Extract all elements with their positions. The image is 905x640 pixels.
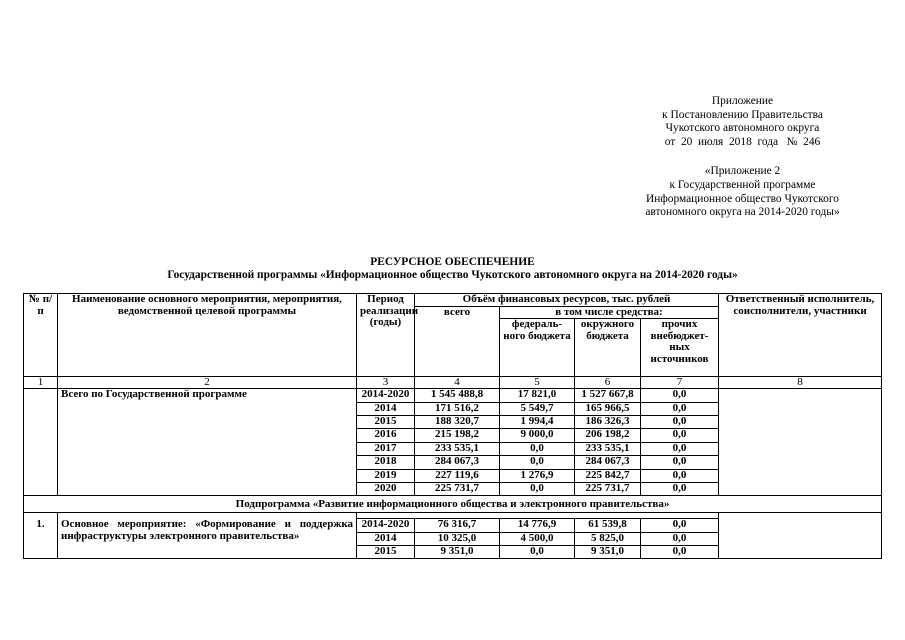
cell-other: 0,0 xyxy=(641,429,719,442)
cell-other: 0,0 xyxy=(641,532,719,545)
total-resp-cell xyxy=(719,389,882,496)
cell-okr: 1 527 667,8 xyxy=(575,389,641,402)
cell-total: 227 119,6 xyxy=(415,469,500,482)
cell-fed: 0,0 xyxy=(500,546,575,559)
resource-table xyxy=(23,293,882,559)
colnum: 4 xyxy=(415,377,500,389)
header-okr: окружного бюджета xyxy=(575,319,641,377)
header-incl: в том числе средства: xyxy=(500,306,719,319)
colnum: 5 xyxy=(500,377,575,389)
header-volume: Объём финансовых ресурсов, тыс. рублей xyxy=(415,294,719,307)
cell-fed: 0,0 xyxy=(500,482,575,495)
cell-total: 171 516,2 xyxy=(415,402,500,415)
cell-total: 284 067,3 xyxy=(415,456,500,469)
colnum: 1 xyxy=(24,377,58,389)
appendix-date-line: от 20 июля 2018 года № 246 xyxy=(664,135,821,148)
cell-okr: 225 842,7 xyxy=(575,469,641,482)
cell-fed: 0,0 xyxy=(500,442,575,455)
cell-okr: 233 535,1 xyxy=(575,442,641,455)
column-number-row xyxy=(24,377,882,389)
cell-fed: 1 994,4 xyxy=(500,415,575,428)
cell-total: 215 198,2 xyxy=(415,429,500,442)
total-num-cell xyxy=(24,389,58,496)
measure-resp-cell xyxy=(719,513,882,559)
cell-okr: 284 067,3 xyxy=(575,456,641,469)
subprogram-row xyxy=(24,496,882,513)
cell-okr: 186 326,3 xyxy=(575,415,641,428)
colnum: 3 xyxy=(357,377,415,389)
cell-period: 2016 xyxy=(357,429,415,442)
cell-okr: 165 966,5 xyxy=(575,402,641,415)
appendix-line: к Государственной программе xyxy=(669,178,816,191)
cell-okr: 5 825,0 xyxy=(575,532,641,545)
appendix-line: Приложение xyxy=(711,95,774,107)
cell-total: 1 545 488,8 xyxy=(415,389,500,402)
cell-other: 0,0 xyxy=(641,389,719,402)
cell-other: 0,0 xyxy=(641,402,719,415)
cell-total: 10 325,0 xyxy=(415,532,500,545)
cell-fed: 4 500,0 xyxy=(500,532,575,545)
colnum: 7 xyxy=(641,377,719,389)
header-total: всего xyxy=(415,306,500,377)
cell-period: 2015 xyxy=(357,415,415,428)
cell-fed: 1 276,9 xyxy=(500,469,575,482)
appendix-line: к Постановлению Правительства xyxy=(662,108,823,121)
header-responsible: Ответственный исполнитель, соисполнители, участники xyxy=(719,294,882,377)
header-num: № п/п xyxy=(24,294,58,377)
cell-other: 0,0 xyxy=(641,469,719,482)
document-title xyxy=(0,256,905,282)
appendix-gap xyxy=(600,149,885,165)
cell-period: 2014-2020 xyxy=(357,519,415,532)
cell-fed: 14 776,9 xyxy=(500,519,575,532)
colnum: 8 xyxy=(719,377,882,389)
colnum: 2 xyxy=(58,377,357,389)
measure-name: Основное мероприятие: «Формирование и поддержка инфраструктуры электронного правительства» xyxy=(58,513,357,559)
title-line-2: Государственной программы «Информационное общество Чукотского автономного округа на 2014-2020 годы» xyxy=(167,269,738,281)
appendix-line: автономного округа на 2014-2020 годы» xyxy=(645,206,840,219)
cell-period: 2015 xyxy=(357,546,415,559)
cell-fed: 5 549,7 xyxy=(500,402,575,415)
header-name: Наименование основного мероприятия, мероприятия, ведомственной целевой программы xyxy=(58,294,357,377)
cell-total: 225 731,7 xyxy=(415,482,500,495)
table-row xyxy=(24,389,882,402)
cell-okr: 225 731,7 xyxy=(575,482,641,495)
subprogram-title: Подпрограмма «Развитие информационного общества и электронного правительства» xyxy=(24,496,882,513)
header-fed: федераль-ного бюджета xyxy=(500,319,575,377)
cell-other: 0,0 xyxy=(641,482,719,495)
cell-other: 0,0 xyxy=(641,519,719,532)
total-name: Всего по Государственной программе xyxy=(58,389,357,496)
cell-other: 0,0 xyxy=(641,415,719,428)
cell-fed: 9 000,0 xyxy=(500,429,575,442)
cell-other: 0,0 xyxy=(641,442,719,455)
colnum: 6 xyxy=(575,377,641,389)
cell-okr: 9 351,0 xyxy=(575,546,641,559)
cell-total: 188 320,7 xyxy=(415,415,500,428)
title-line-1: РЕСУРСНОЕ ОБЕСПЕЧЕНИЕ xyxy=(370,256,535,268)
appendix-line: Информационное общество Чукотского xyxy=(646,192,839,205)
cell-other: 0,0 xyxy=(641,456,719,469)
cell-period: 2019 xyxy=(357,469,415,482)
cell-period: 2020 xyxy=(357,482,415,495)
cell-total: 76 316,7 xyxy=(415,519,500,532)
measure-num: 1. xyxy=(24,513,58,559)
cell-fed: 17 821,0 xyxy=(500,389,575,402)
cell-period: 2014 xyxy=(357,402,415,415)
cell-period: 2014-2020 xyxy=(357,389,415,402)
header-other: прочих внебюджет-ных источников xyxy=(641,319,719,377)
cell-okr: 61 539,8 xyxy=(575,519,641,532)
cell-fed: 0,0 xyxy=(500,456,575,469)
cell-total: 9 351,0 xyxy=(415,546,500,559)
cell-okr: 206 198,2 xyxy=(575,429,641,442)
appendix-header xyxy=(600,95,885,220)
cell-period: 2014 xyxy=(357,532,415,545)
header-period: Период реализации (годы) xyxy=(357,294,415,377)
cell-period: 2017 xyxy=(357,442,415,455)
cell-period: 2018 xyxy=(357,456,415,469)
cell-other: 0,0 xyxy=(641,546,719,559)
cell-total: 233 535,1 xyxy=(415,442,500,455)
appendix-line: Чукотского автономного округа xyxy=(665,122,820,135)
appendix-line: «Приложение 2 xyxy=(704,165,781,178)
header-row-1 xyxy=(24,294,882,307)
